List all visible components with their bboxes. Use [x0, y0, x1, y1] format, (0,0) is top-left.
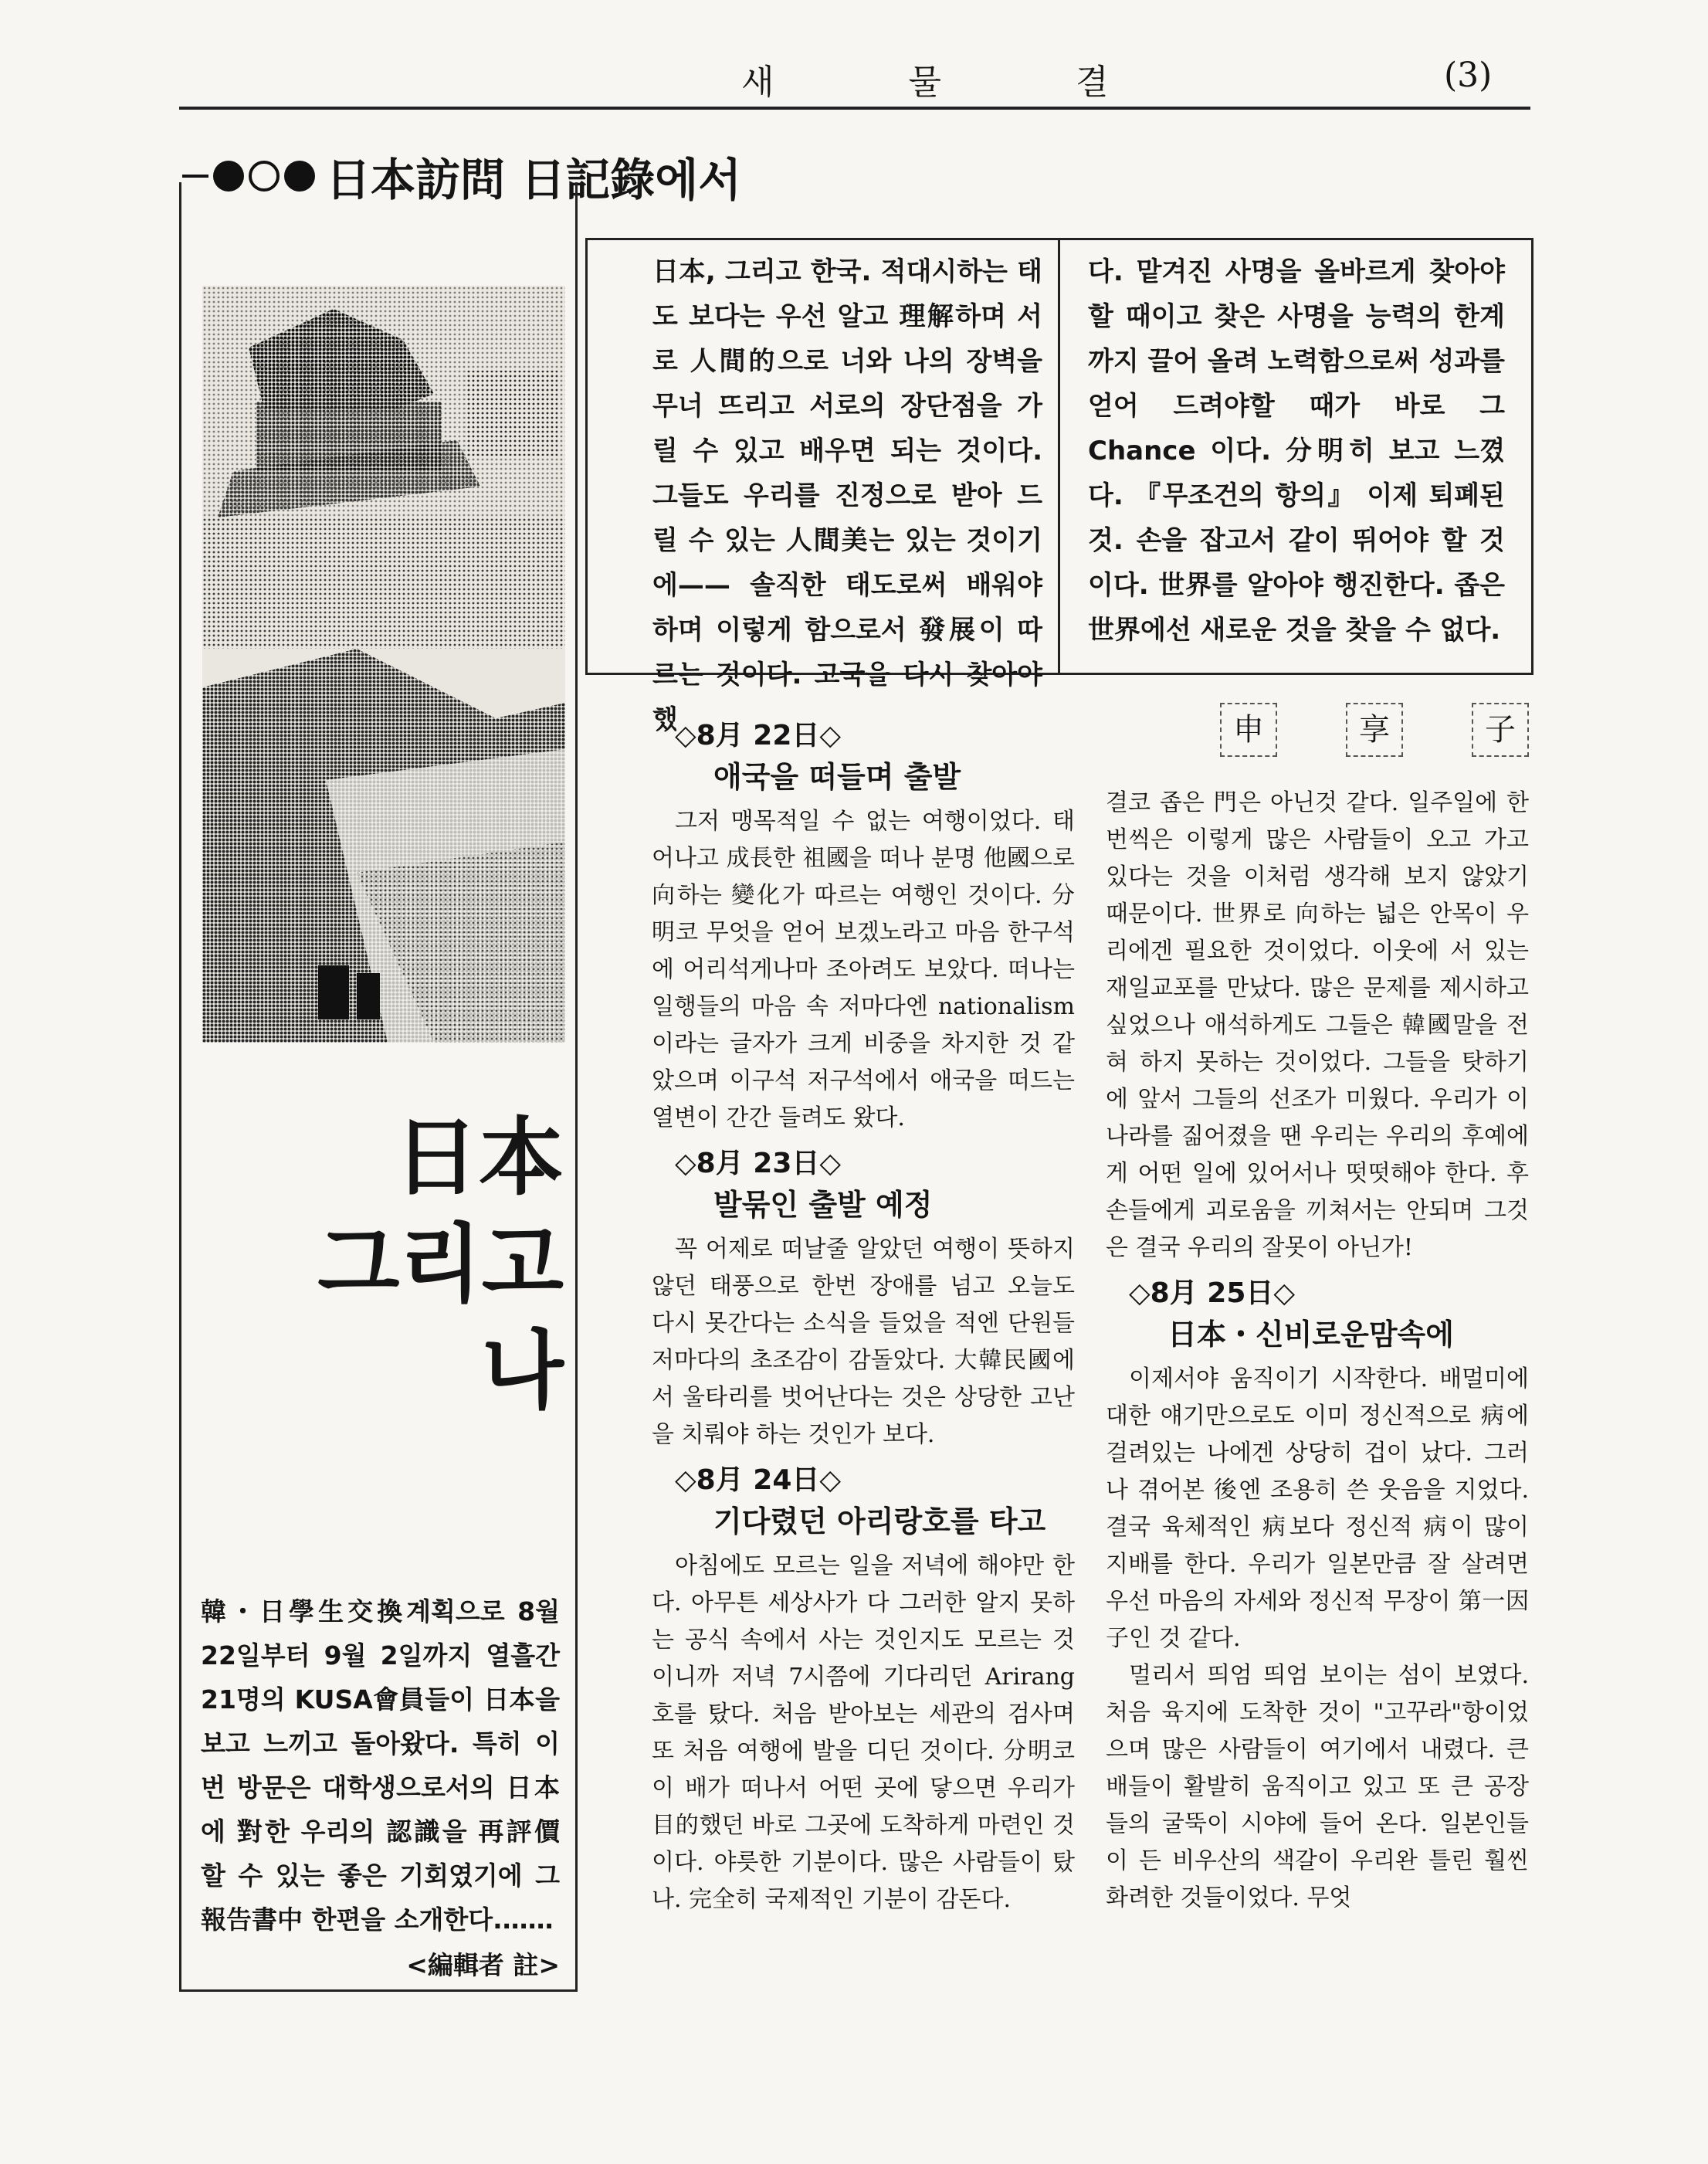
author-byline: [1220, 703, 1529, 754]
entry-date: ◇8月 22日◇: [675, 720, 842, 751]
feature-title-line-1: 日本: [394, 1108, 564, 1207]
lead-box-right: [1058, 238, 1533, 675]
title-dash: [182, 175, 208, 178]
newspaper-title: 새 물 결: [741, 63, 1171, 102]
entry-heading: 애국을 떠들며 출발: [713, 760, 961, 794]
feature-title: [255, 1104, 564, 1424]
feature-title-line-2: 그리고: [317, 1215, 564, 1314]
diary-column-right: [1106, 785, 1529, 1917]
entry-heading: 발묶인 출발 예정: [713, 1188, 933, 1222]
section-title-text: 日本訪問 日記錄에서: [326, 154, 742, 206]
page-number: (3): [1444, 56, 1493, 95]
entry-date: ◇8月 24日◇: [675, 1464, 842, 1496]
editor-note: <編輯者 註>: [406, 1950, 560, 1980]
entry-heading: 기다렸던 아리랑호를 타고: [713, 1504, 1046, 1538]
lead-box-left-text: 日本, 그리고 한국. 적대시하는 태도 보다는 우선 알고 理解하며 서로 人間的으로 너와 나의 장벽을 무너 뜨리고 서로의 장단점을 가릴 수 있고 배우면 되는 것이다. 그들도 우리를 진정으로 받아 드릴 수 있는 人間美는 있는 것이기에—— 솔직한 태도로써 배워야 하며 이렇게 함으로서 發展이 따르는 것이다. 고국을 다시 찾아야 했: [652, 256, 1042, 735]
entry-body: 이제서야 움직이기 시작한다. 배멀미에 대한 얘기만으로도 이미 정신적으로 病에 걸려있는 나에겐 상당히 겁이 났다. 그러나 겪어본 後엔 조용히 쓴 웃음을 지었다. 결국 육체적인 病보다 정신적 病이 많이 지배를 한다. 우리가 일본만큼 잘 살려면 우선 마음의 자세와 정신적 무장이 第一因子인 것 같다.: [1106, 1365, 1529, 1652]
entry-body-continued: 결코 좁은 門은 아닌것 같다. 일주일에 한번씩은 이렇게 많은 사람들이 오고 가고 있다는 것을 이처럼 생각해 보지 않았기 때문이다. 世界로 向하는 넓은 안목이 우리에겐 필요한 것이었다. 이웃에 서 있는 재일교포를 만났다. 많은 문제를 제시하고 싶었으나 애석하게도 그들은 韓國말을 전혀 하지 못하는 것이었다. 그들을 탓하기에 앞서 그들의 선조가 미웠다. 우리가 이 나라를 짊어졌을 땐 우리는 우리의 후예에게 어떤 일에 있어서나 떳떳해야 한다. 후손들에게 괴로움을 끼쳐서는 안되며 그것은 결국 우리의 잘못이 아닌가!: [1106, 789, 1529, 1261]
author-name-char: 申: [1220, 703, 1277, 757]
lead-box-right-text: 다. 맡겨진 사명을 올바르게 찾아야 할 때이고 찾은 사명을 능력의 한계까지 끌어 올려 노력함으로써 성과를 얻어 드려야할 때가 바로 그 Chance 이다. 分明히 보고 느꼈다. 『무조건의 항의』 이제 퇴폐된 것. 손을 잡고서 같이 뛰어야 할 것이다. 世界를 알아야 행진한다. 좁은 世界에선 새로운 것을 찾을 수 없다.: [1088, 256, 1506, 646]
header-rule: [179, 107, 1530, 110]
entry-heading: 日本・신비로운맘속에: [1167, 1318, 1454, 1352]
editor-intro: [201, 1589, 560, 1987]
feature-title-line-3: 나: [481, 1321, 564, 1420]
photo-japanese-building: [202, 286, 565, 1043]
author-name-char: 子: [1472, 703, 1529, 757]
diary-column-middle: [652, 709, 1075, 1918]
entry-body: 그저 맹목적일 수 없는 여행이었다. 태어나고 成長한 祖國을 떠나 분명 他國으로 向하는 變化가 따르는 여행인 것이다. 分明코 무엇을 얻어 보겠노라고 마음 한구석에 어리석게나마 조아려도 보았다. 떠나는 일행들의 마음 속 저마다엔 nationalism이라는 글자가 크게 비중을 차지한 것 같았으며 이구석 저구석에서 애국을 떠드는 열변이 간간 들려도 왔다.: [652, 808, 1075, 1131]
entry-body: 멀리서 띄엄 띄엄 보이는 섬이 보였다. 처음 육지에 도착한 것이 "고꾸라"항이었으며 많은 사람들이 여기에서 내렸다. 큰 배들이 활발히 움직이고 있고 또 큰 공장들의 굴뚝이 시야에 들어 온다. 일본인들이 든 비우산의 색갈이 우리완 틀린 훨씬 화려한 것들이었다. 무엇: [1106, 1662, 1529, 1911]
entry-body: 아침에도 모르는 일을 저녁에 해야만 한다. 아무튼 세상사가 다 그러한 알지 못하는 공식 속에서 사는 것인지도 모르는 것이니까 저녁 7시쯤에 기다리던 Arirang호를 탔다. 처음 받아보는 세관의 검사며 또 처음 여행에 발을 디딘 것이다. 分明코 이 배가 떠나서 어떤 곳에 닿으면 우리가 目的했던 바로 그곳에 도착하게 마련인 것이다. 야릇한 기분이다. 많은 사람들이 탔나. 完全히 국제적인 기분이 감돈다.: [652, 1552, 1075, 1913]
editor-intro-text: 韓・日學生交換계획으로 8월 22일부터 9월 2일까지 열흘간 21명의 KUSA會員들이 日本을 보고 느끼고 돌아왔다. 특히 이번 방문은 대학생으로서의 日本에 對한 우리의 認識을 再評價할 수 있는 좋은 기회였기에 그 報告書中 한편을 소개한다.……: [201, 1596, 560, 1935]
entry-date: ◇8月 25日◇: [1129, 1277, 1296, 1309]
author-name-char: 享: [1346, 703, 1403, 757]
lead-box-left: [585, 238, 1076, 735]
entry-date: ◇8月 23日◇: [675, 1148, 842, 1179]
entry-body: 꼭 어제로 떠날줄 알았던 여행이 뜻하지 않던 태풍으로 한번 장애를 넘고 오늘도 다시 못간다는 소식을 들었을 적엔 단원들 저마다의 초조감이 감돌았다. 大韓民國에서 울타리를 벗어난다는 것은 상당한 고난을 치뤄야 하는 것인가 보다.: [652, 1236, 1075, 1448]
